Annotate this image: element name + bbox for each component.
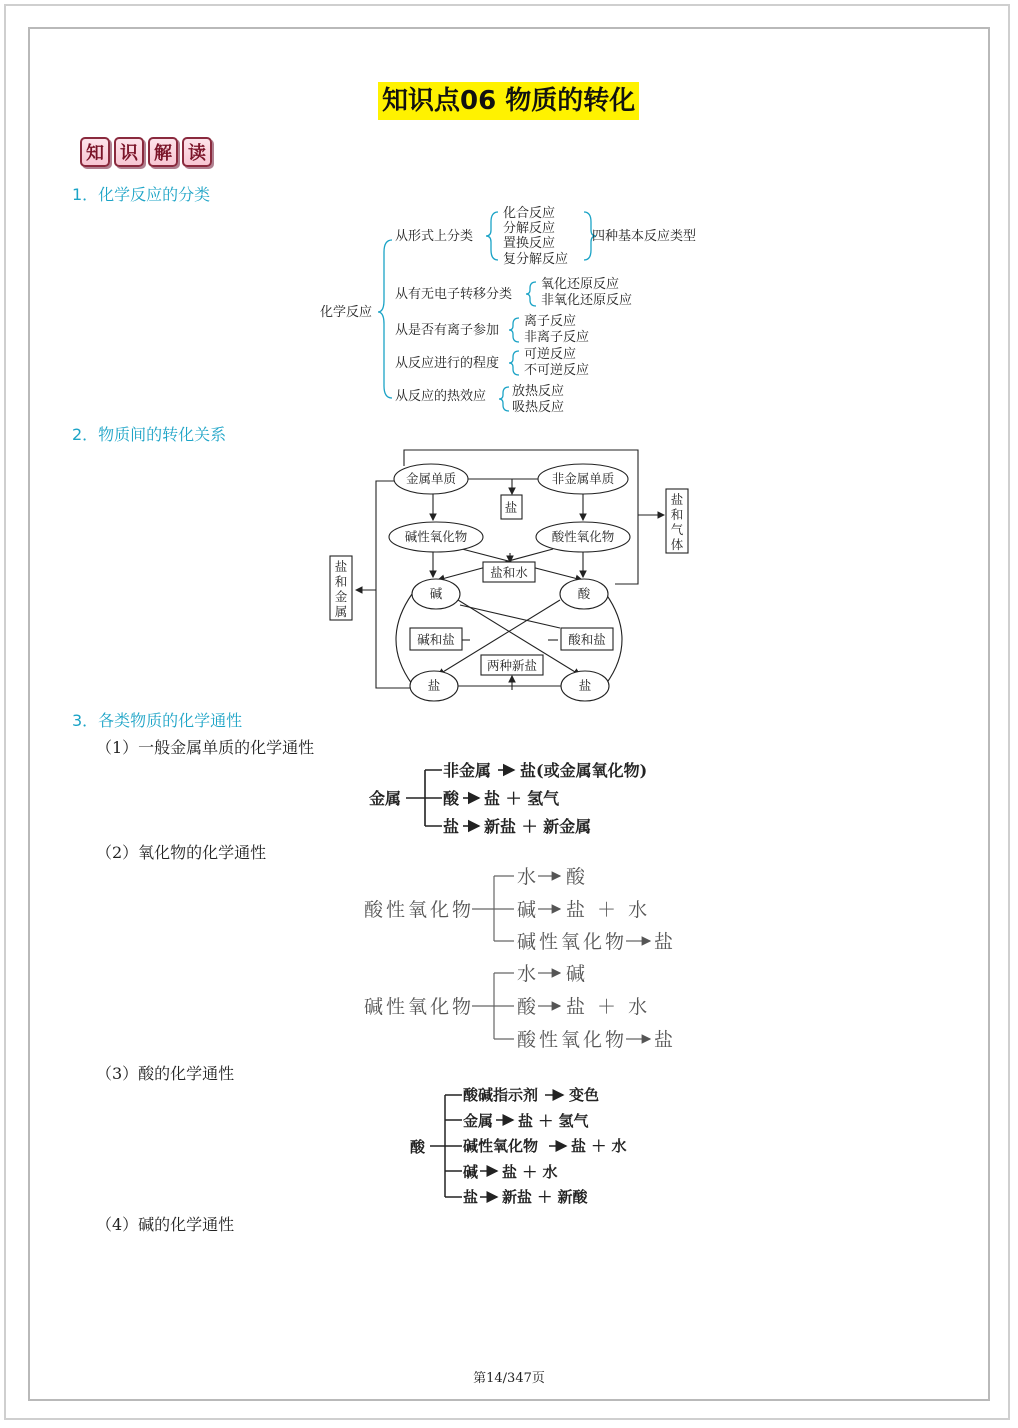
acid-branch5-reagent: 盐 — [463, 1188, 479, 1206]
group2-item1: 氧化还原反应 — [541, 277, 620, 292]
label-box-acid-salt: 酸和盐 — [568, 632, 606, 647]
acid-branch1-reagent: 酸碱指示剂 — [463, 1086, 539, 1104]
classification-root: 化学反应 — [320, 305, 373, 320]
badge-zhi: 知 — [80, 137, 110, 167]
label-basic-oxide: 碱性氧化物 — [404, 529, 468, 544]
acid-branch4-reagent: 碱 — [463, 1163, 479, 1181]
group3-label: 从是否有离子参加 — [395, 323, 500, 338]
group3-item1: 离子反应 — [524, 314, 577, 329]
acid-root: 酸 — [410, 1138, 426, 1156]
acidic-oxide-branch2-reagent: 碱 — [517, 899, 540, 921]
page-title: 知识点06 物质的转化 — [378, 82, 639, 120]
label-side-right-3: 气 — [670, 522, 684, 537]
acid-branch1-product: 变色 — [569, 1086, 600, 1104]
basic-oxide-branch1-product: 碱 — [566, 963, 589, 985]
label-side-right-4: 体 — [670, 537, 684, 552]
group5-item2: 吸热反应 — [512, 400, 565, 415]
metal-branch2-product: 盐 ＋ 氢气 — [484, 789, 560, 808]
label-side-left-4: 属 — [334, 604, 348, 619]
acidic-oxide-branch1-reagent: 水 — [517, 866, 540, 888]
subsection-acid: （3）酸的化学通性 — [96, 1064, 235, 1083]
subsection-oxide: （2）氧化物的化学通性 — [96, 843, 267, 862]
group4-label: 从反应进行的程度 — [395, 356, 500, 371]
label-box-base-salt: 碱和盐 — [417, 632, 455, 647]
metal-branch3-product: 新盐 ＋ 新金属 — [484, 817, 592, 836]
group5-label: 从反应的热效应 — [395, 389, 487, 404]
group1-item2: 分解反应 — [503, 221, 556, 236]
badge-du: 读 — [182, 137, 212, 167]
label-salt-right: 盐 — [578, 678, 592, 693]
label-acid: 酸 — [577, 586, 591, 601]
metal-branch1-product: 盐(或金属氧化物) — [520, 761, 648, 780]
group1-label: 从形式上分类 — [395, 229, 474, 244]
acidic-oxide-root: 酸性氧化物 — [364, 899, 475, 921]
metal-root: 金属 — [369, 789, 402, 808]
acid-branch3-product: 盐 ＋ 水 — [571, 1137, 627, 1155]
section-heading-1: 1．化学反应的分类 — [72, 185, 211, 204]
label-nonmetal: 非金属单质 — [551, 471, 615, 486]
label-side-right-2: 和 — [670, 507, 684, 522]
group2-label: 从有无电子转移分类 — [395, 287, 513, 302]
section-heading-3: 3．各类物质的化学通性 — [72, 711, 243, 730]
group1-item3: 置换反应 — [503, 236, 556, 251]
page-number: 第14/347页 — [473, 1371, 545, 1386]
acid-branch3-reagent: 碱性氧化物 — [463, 1137, 539, 1155]
label-box-two-salts: 两种新盐 — [486, 658, 538, 673]
label-base: 碱 — [429, 586, 443, 601]
group2-item2: 非氧化还原反应 — [541, 293, 633, 308]
badge-shi: 识 — [114, 137, 144, 167]
group4-item2: 不可逆反应 — [524, 363, 590, 378]
group5-item1: 放热反应 — [512, 384, 565, 399]
acid-branch2-product: 盐 ＋ 氢气 — [518, 1112, 589, 1130]
label-acidic-oxide: 酸性氧化物 — [551, 529, 615, 544]
metal-branch1-reagent: 非金属 — [443, 761, 492, 780]
acidic-oxide-branch2-product: 盐 ＋ 水 — [566, 899, 651, 921]
subsection-base: （4）碱的化学通性 — [96, 1215, 235, 1234]
basic-oxide-branch1-reagent: 水 — [517, 963, 540, 985]
group1-note: 四种基本反应类型 — [592, 229, 697, 244]
group1-item1: 化合反应 — [503, 206, 556, 221]
acid-branch5-product: 新盐 ＋ 新酸 — [502, 1188, 588, 1206]
group3-item2: 非离子反应 — [524, 330, 590, 345]
acidic-oxide-branch3-product: 盐 — [654, 931, 677, 953]
badge-jie: 解 — [148, 137, 178, 167]
basic-oxide-branch2-reagent: 酸 — [517, 996, 540, 1018]
label-metal: 金属单质 — [405, 471, 457, 486]
group1-item4: 复分解反应 — [503, 252, 569, 267]
label-side-left-1: 盐 — [334, 559, 348, 574]
metal-branch2-reagent: 酸 — [443, 789, 460, 808]
subsection-metal: （1）一般金属单质的化学通性 — [96, 738, 315, 757]
label-side-left-2: 和 — [334, 574, 348, 589]
basic-oxide-root: 碱性氧化物 — [364, 996, 475, 1018]
acid-branch4-product: 盐 ＋ 水 — [502, 1163, 558, 1181]
label-salt-left: 盐 — [427, 678, 441, 693]
metal-branch3-reagent: 盐 — [443, 817, 460, 836]
acid-branch2-reagent: 金属 — [463, 1112, 494, 1130]
basic-oxide-branch2-product: 盐 ＋ 水 — [566, 996, 651, 1018]
label-side-left-3: 金 — [334, 589, 348, 604]
section-heading-2: 2．物质间的转化关系 — [72, 425, 227, 444]
basic-oxide-branch3-product: 盐 — [654, 1029, 677, 1051]
acidic-oxide-branch3-reagent: 碱性氧化物 — [517, 931, 628, 953]
group4-item1: 可逆反应 — [524, 347, 577, 362]
label-box-salt-water: 盐和水 — [490, 565, 528, 580]
basic-oxide-branch3-reagent: 酸性氧化物 — [517, 1029, 628, 1051]
label-side-right-1: 盐 — [670, 492, 684, 507]
label-box-salt: 盐 — [504, 500, 518, 515]
acidic-oxide-branch1-product: 酸 — [566, 866, 589, 888]
